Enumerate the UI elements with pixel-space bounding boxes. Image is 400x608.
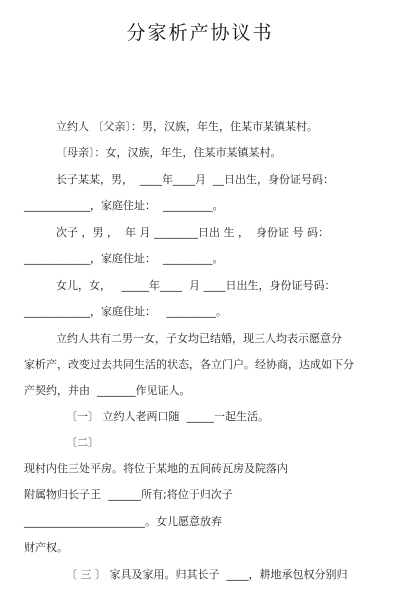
text-line-eldest-son: 长子某某，男， ____年____月 __日出生，身份证号码：: [56, 173, 334, 186]
clause-two-line-3: ______________________。女儿愿意放弃: [24, 515, 222, 528]
clause-three: 〔 三 〕 家具及家用。归其长子 ____，耕地承包权分别归: [66, 568, 348, 581]
document-title: 分家析产协议书: [126, 22, 274, 44]
text-line-eldest-son-address: ____________，家庭住址： _________。: [24, 199, 224, 212]
text-line-agreement-2: 家析产，改变过去共同生活的状态，各立门户。经协商，达成如下分: [24, 358, 354, 371]
clause-two-line-2: 附属物归长子王 ______所有;将位于归次子: [24, 488, 233, 501]
text-line-mother: 〔母亲〕：女，汉族，年生，住某市某镇某村。: [56, 146, 282, 159]
clause-one: 〔一〕 立约人老两口随 _____一起生活。: [66, 410, 269, 423]
text-line-daughter-address: ____________，家庭住址： _________。: [24, 305, 227, 318]
clause-two-heading: 〔二〕: [66, 436, 99, 449]
clause-two-line-1: 现村内住三处平房。将位于某地的五间砖瓦房及院落内: [24, 462, 288, 475]
text-line-father: 立约人 〔父亲〕：男，汉族，年生，住某市某镇某村。: [56, 120, 318, 133]
text-line-agreement-3: 产契约，并由 _______作见证人。: [24, 384, 191, 397]
text-line-second-son-address: ____________，家庭住址： _________。: [24, 252, 224, 265]
text-line-agreement-1: 立约人共有二男一女，子女均已结婚，现三人均表示愿意分: [56, 332, 342, 345]
text-line-second-son: 次子 ，男 ， 年 月 ________日出 生 ， 身份证 号 码：: [56, 226, 329, 239]
text-line-daughter: 女儿，女， _____年____ 月 ____日出生，身份证号码：: [56, 279, 336, 292]
clause-two-line-4: 财产权。: [24, 541, 68, 554]
